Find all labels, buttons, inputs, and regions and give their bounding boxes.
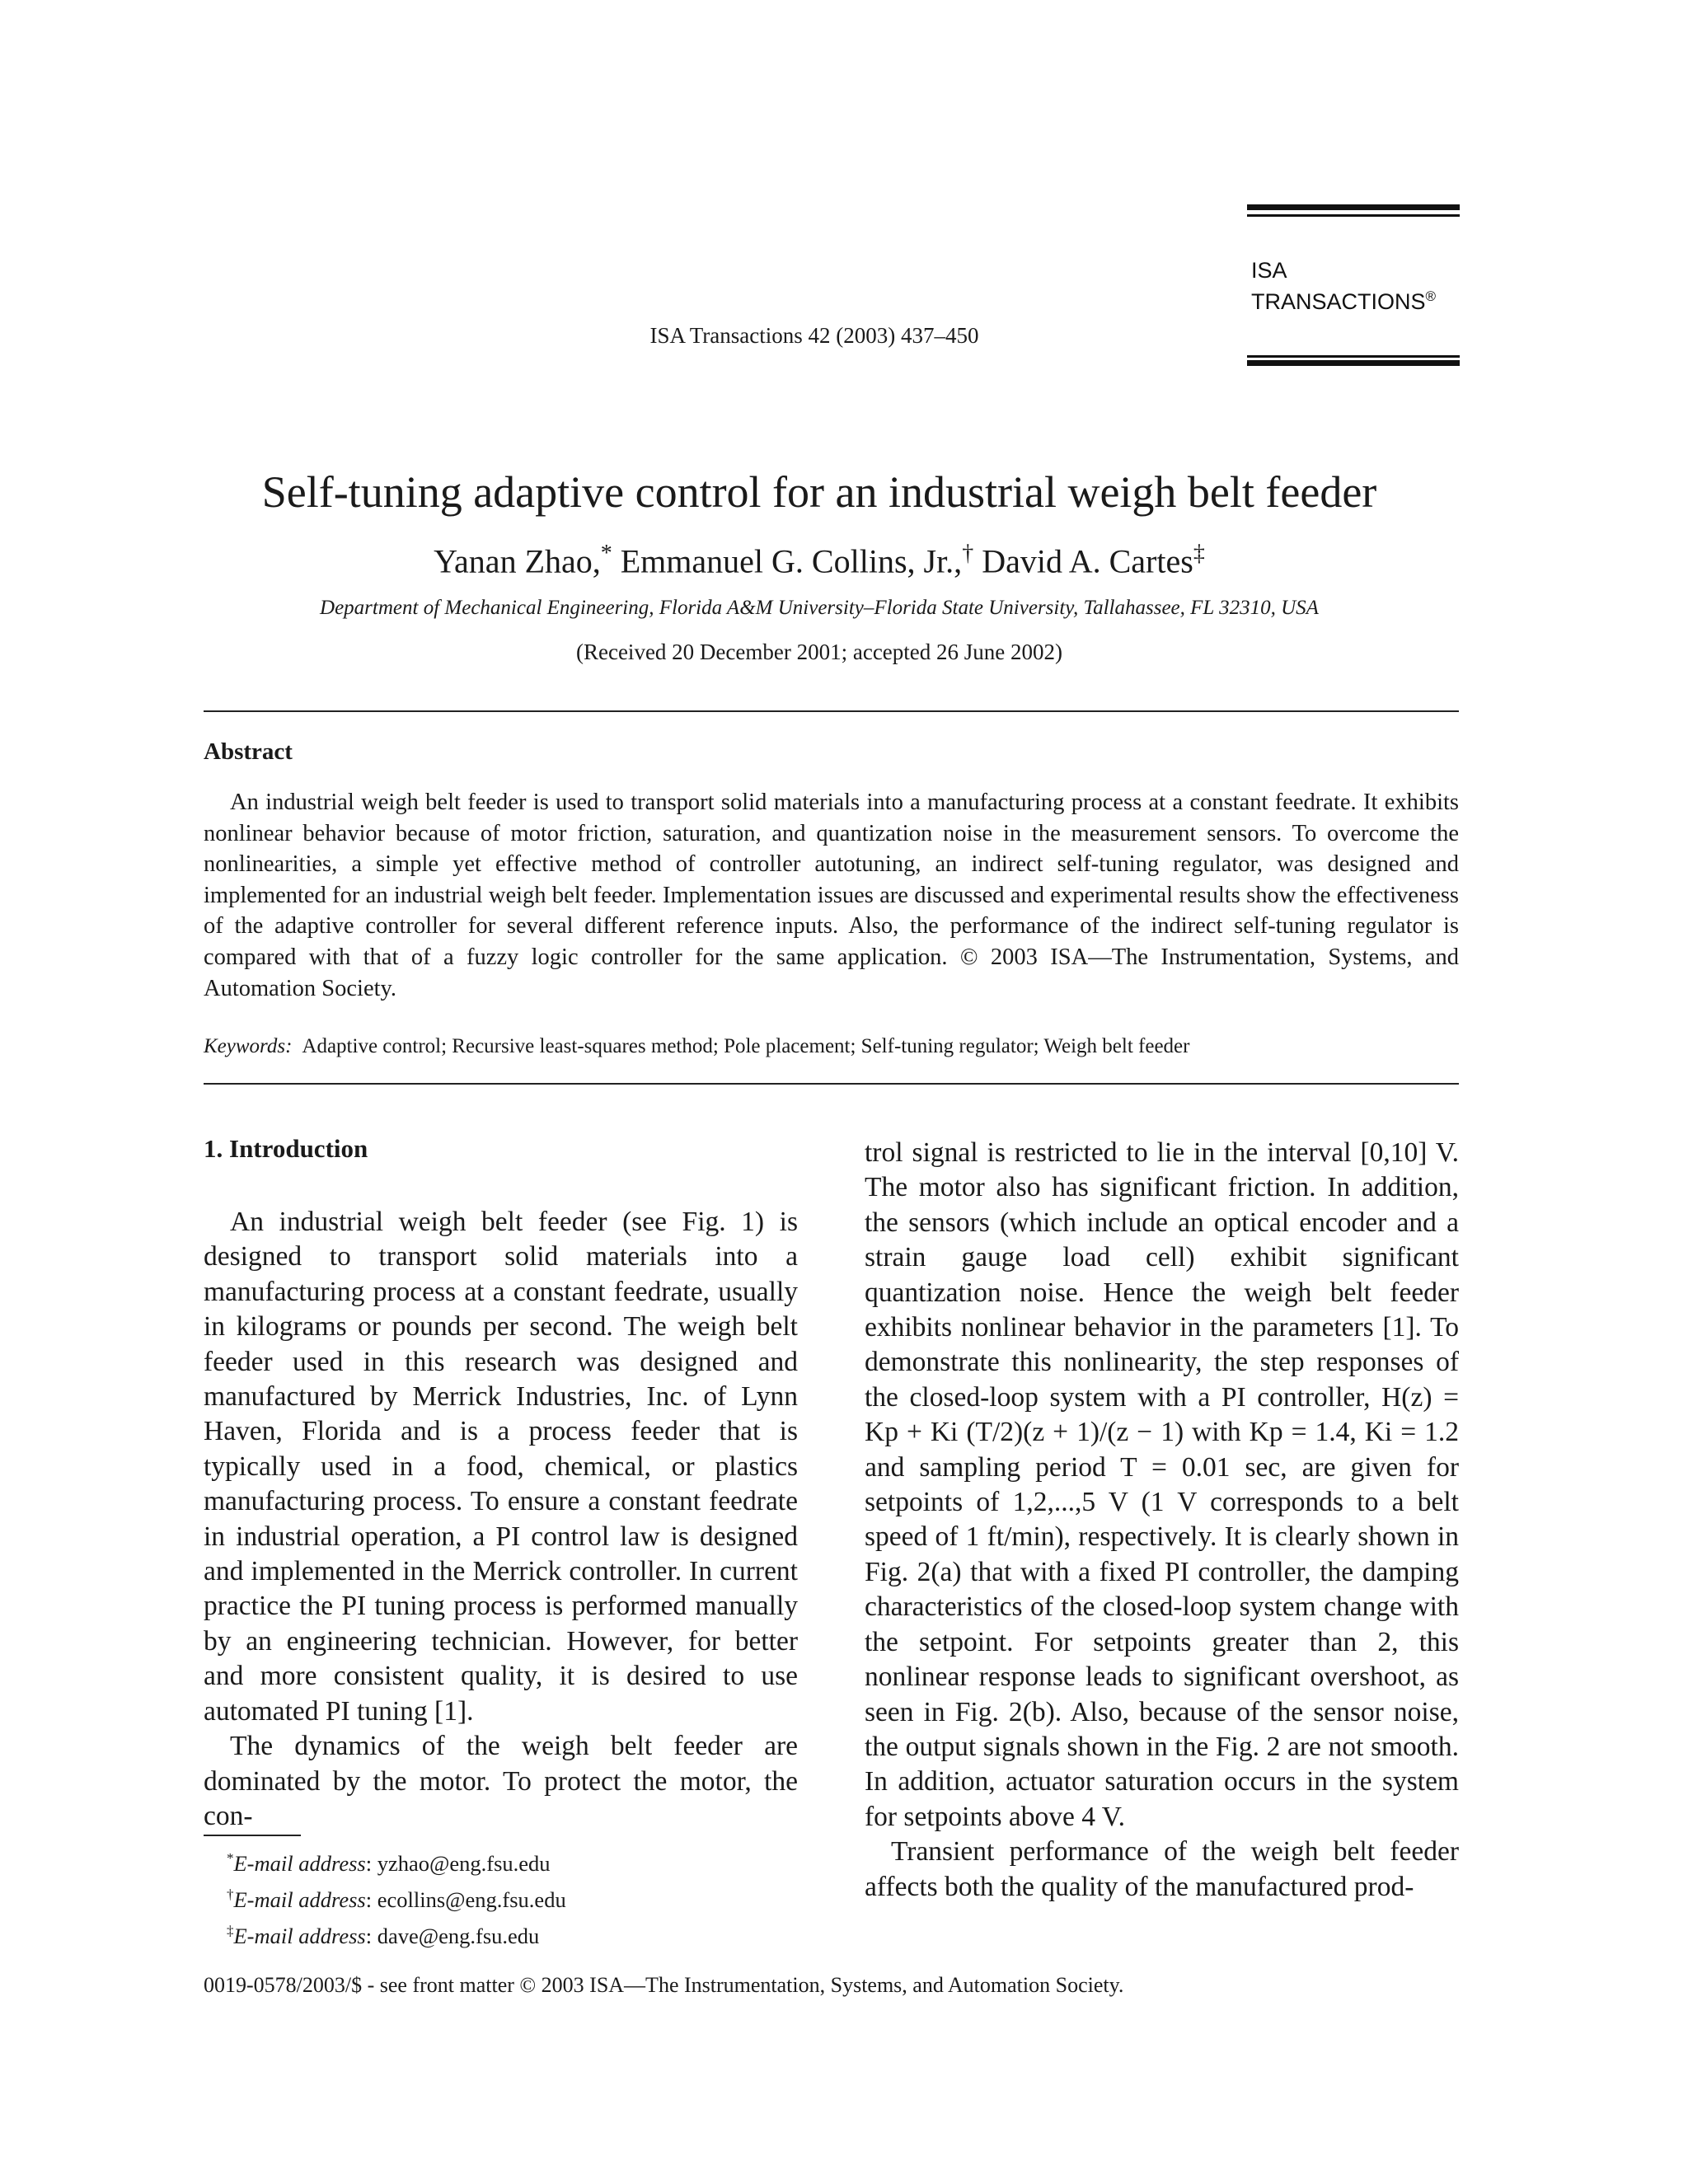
footnote-rule: [204, 1835, 301, 1836]
received-dates: (Received 20 December 2001; accepted 26 June 2002): [575, 640, 1063, 664]
author-list: [0, 541, 1663, 580]
paragraph: Transient performance of the weigh belt feeder affects both the quality of the manufactured prod-: [865, 1836, 1459, 1902]
paragraph: trol signal is restricted to lie in the interval [0,10] V. The motor also has significant friction. In addition, the sensors (which include an optical encoder and a strain gauge load cell) exhibit significant quantization noise. Hence the weigh belt feeder exhibits nonlinear behavior in the parameters [1]. To demonstrate this nonlinearity, the step responses of the closed-loop system with a PI controller, H(z) = Kp + Ki (T/2)(z + 1)/(z − 1) with Kp = 1.4, Ki = 1.2 and sampling period T = 0.01 sec, are given for setpoints of 1,2,...,5 V (1 V corresponds to a belt speed of 1 ft/min), respectively. It is clearly shown in Fig. 2(a) that with a fixed PI controller, the damping characteristics of the closed-loop system change with the setpoint. For setpoints greater than 2, this nonlinear response leads to significant overshoot, as seen in Fig. 2(b). Also, because of the sensor noise, the output signals shown in the Fig. 2 are not smooth. In addition, actuator saturation occurs in the system for setpoints above 4 V.: [865, 1137, 1459, 1832]
paragraph: The dynamics of the weigh belt feeder are dominated by the motor. To protect the motor, the con-: [204, 1731, 798, 1831]
abstract-text: An industrial weigh belt feeder is used to transport solid materials into a manufacturing process at a constant feedrate. It exhibits nonlinear behavior because of motor friction, saturation, and quantization noise in the measurement sensors. To overcome the nonlinearities, a simple yet effective method of controller autotuning, an indirect self-tuning regulator, was designed and implemented for an industrial weigh belt feeder. Implementation issues are discussed and experimental results show the effectiveness of the adaptive controller for several different reference inputs. Also, the performance of the indirect self-tuning regulator is compared with that of a fuzzy logic controller for the same application. © 2003 ISA—The Instrumentation, Systems, and Automation Society.: [204, 790, 1459, 1001]
section-heading: 1. Introduction: [204, 1134, 368, 1163]
column-left: [204, 1205, 798, 1834]
paper-title: Self-tuning adaptive control for an industrial weigh belt feeder: [261, 467, 1377, 517]
footnote-1: *E-mail address: yzhao@eng.fsu.edu: [227, 1850, 551, 1876]
paragraph: An industrial weigh belt feeder (see Fig. 1) is designed to transport solid materials into a manufacturing process at a constant feedrate, usually in kilograms or pounds per second. The weigh belt feeder used in this research was designed and manufactured by Merrick Industries, Inc. of Lynn Haven, Florida and is a process feeder that is typically used in a food, chemical, or plastics manufacturing process. To ensure a constant feedrate in industrial operation, a PI control law is designed and implemented in the Merrick controller. In current practice the PI tuning process is performed manually by an engineering technician. However, for better and more consistent quality, it is desired to use automated PI tuning [1].: [204, 1207, 798, 1727]
footnotes: [204, 1843, 566, 1951]
keywords: [204, 1035, 1459, 1058]
logo-rule-bottom-thick: [1247, 360, 1460, 366]
logo-line-1: ISA: [1251, 258, 1287, 283]
logo-rule-top-thin: [1247, 214, 1460, 217]
author-2: Emmanuel G. Collins, Jr.,: [620, 542, 963, 580]
copyright-footer: 0019-0578/2003/$ - see front matter © 2003 ISA—The Instrumentation, Systems, and Automation Society.: [204, 1973, 1124, 1997]
journal-logo: [1247, 204, 1460, 366]
author-3-mark: ‡: [1193, 541, 1205, 566]
affiliation: Department of Mechanical Engineering, Florida A&M University–Florida State University, Tallahassee, FL 32310, USA: [320, 597, 1319, 619]
logo-text: [1251, 257, 1436, 315]
column-right: [865, 1136, 1459, 1905]
logo-rule-top-thick: [1247, 204, 1460, 210]
author-1-mark: *: [600, 541, 612, 566]
author-3: David A. Cartes: [982, 542, 1193, 580]
author-1: Yanan Zhao,: [434, 542, 601, 580]
logo-line-2: TRANSACTIONS®: [1251, 288, 1437, 314]
logo-rule-bottom-thin: [1247, 355, 1460, 358]
abstract-heading: Abstract: [204, 738, 293, 765]
footnote-3: ‡E-mail address: dave@eng.fsu.edu: [227, 1922, 540, 1948]
divider-top: [204, 710, 1459, 712]
keywords-text: Adaptive control; Recursive least-squares method; Pole placement; Self-tuning regulator; Weigh belt feeder: [302, 1035, 1190, 1057]
journal-reference: ISA Transactions 42 (2003) 437–450: [649, 323, 979, 348]
footnote-2: †E-mail address: ecollins@eng.fsu.edu: [227, 1886, 566, 1912]
divider-bottom: [204, 1083, 1459, 1085]
author-2-mark: †: [962, 541, 974, 566]
keywords-label: Keywords:: [204, 1035, 293, 1057]
